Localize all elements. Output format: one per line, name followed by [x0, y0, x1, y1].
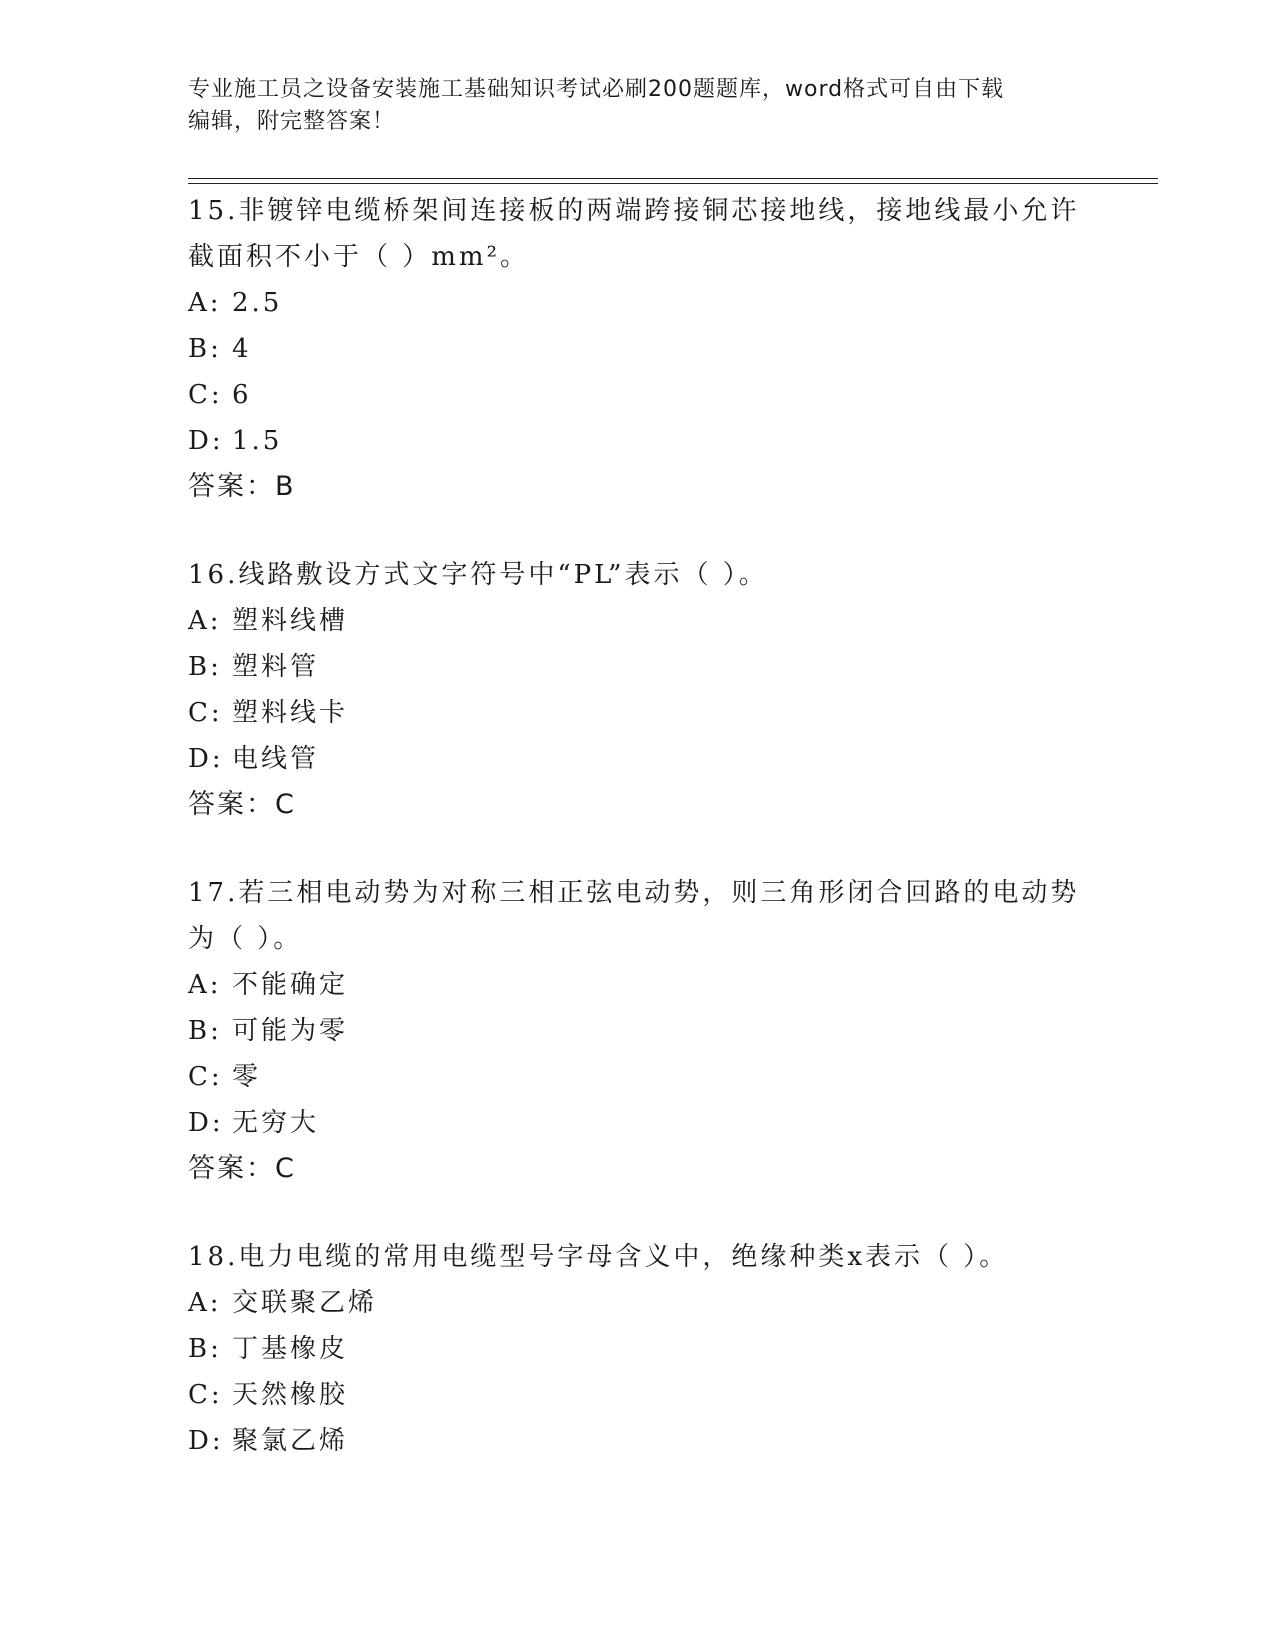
- question-stem-line: 18.电力电缆的常用电缆型号字母含义中，绝缘种类x表示（ ）。: [188, 1242, 1009, 1272]
- option-text: 聚氯乙烯: [232, 1426, 349, 1456]
- option-b: [188, 326, 1088, 372]
- option-text: 2.5: [232, 288, 283, 318]
- option-text: 不能确定: [232, 970, 349, 1000]
- question-18: [188, 1234, 1088, 1464]
- option-a: [188, 1280, 1088, 1326]
- answer-label: 答案：: [188, 471, 275, 502]
- option-a: [188, 962, 1088, 1008]
- option-c: [188, 690, 1088, 736]
- answer: [188, 464, 1088, 510]
- answer: [188, 782, 1088, 828]
- question-stem-line: 为（ ）。: [188, 924, 303, 954]
- header-divider: [188, 183, 1158, 184]
- option-b: [188, 1326, 1088, 1372]
- option-text: 交联聚乙烯: [232, 1288, 378, 1318]
- option-text: 无穷大: [232, 1108, 320, 1138]
- document-title: [188, 74, 1088, 138]
- option-key: D:: [188, 426, 224, 456]
- option-key: C:: [188, 1380, 223, 1410]
- option-key: A:: [188, 1288, 222, 1318]
- option-text: 电线管: [232, 744, 320, 774]
- option-d: [188, 1100, 1088, 1146]
- option-text: 塑料线槽: [232, 606, 349, 636]
- answer: [188, 1146, 1088, 1192]
- option-text: 4: [232, 334, 252, 364]
- option-d: [188, 418, 1088, 464]
- question-15: [188, 188, 1088, 510]
- option-key: B:: [188, 1334, 222, 1364]
- option-key: C:: [188, 1062, 223, 1092]
- answer-value: C: [275, 1153, 295, 1184]
- title-line-2: 编辑，附完整答案！: [188, 109, 396, 134]
- option-text: 塑料管: [232, 652, 320, 682]
- header-divider: [188, 178, 1158, 179]
- option-text: 塑料线卡: [232, 698, 349, 728]
- answer-label: 答案：: [188, 789, 275, 820]
- answer-label: 答案：: [188, 1153, 275, 1184]
- option-text: 零: [232, 1062, 262, 1092]
- option-a: [188, 280, 1088, 326]
- option-key: A:: [188, 970, 222, 1000]
- option-b: [188, 644, 1088, 690]
- option-c: [188, 372, 1088, 418]
- option-text: 天然橡胶: [232, 1380, 349, 1410]
- answer-value: C: [275, 789, 295, 820]
- option-key: C:: [188, 698, 223, 728]
- option-key: C:: [188, 380, 223, 410]
- option-key: D:: [188, 1108, 224, 1138]
- option-d: [188, 1418, 1088, 1464]
- title-line-1: 专业施工员之设备安装施工基础知识考试必刷200题题库，word格式可自由下载: [188, 77, 1005, 102]
- question-stem-line: 15.非镀锌电缆桥架间连接板的两端跨接铜芯接地线，接地线最小允许: [188, 196, 1080, 226]
- question-17: [188, 870, 1088, 1192]
- answer-value: B: [275, 471, 295, 502]
- option-a: [188, 598, 1088, 644]
- option-b: [188, 1008, 1088, 1054]
- option-key: B:: [188, 334, 222, 364]
- option-c: [188, 1054, 1088, 1100]
- option-key: A:: [188, 606, 222, 636]
- option-key: A:: [188, 288, 222, 318]
- option-text: 可能为零: [232, 1016, 349, 1046]
- question-16: [188, 552, 1088, 828]
- option-key: B:: [188, 1016, 222, 1046]
- option-d: [188, 736, 1088, 782]
- question-stem-line: 17.若三相电动势为对称三相正弦电动势，则三角形闭合回路的电动势: [188, 878, 1080, 908]
- option-c: [188, 1372, 1088, 1418]
- option-key: B:: [188, 652, 222, 682]
- option-key: D:: [188, 744, 224, 774]
- question-stem-line: 16.线路敷设方式文字符号中“PL”表示（ ）。: [188, 560, 768, 590]
- option-text: 6: [232, 380, 252, 410]
- option-key: D:: [188, 1426, 224, 1456]
- option-text: 1.5: [232, 426, 283, 456]
- question-stem-line: 截面积不小于（ ）mm²。: [188, 242, 529, 272]
- option-text: 丁基橡皮: [232, 1334, 349, 1364]
